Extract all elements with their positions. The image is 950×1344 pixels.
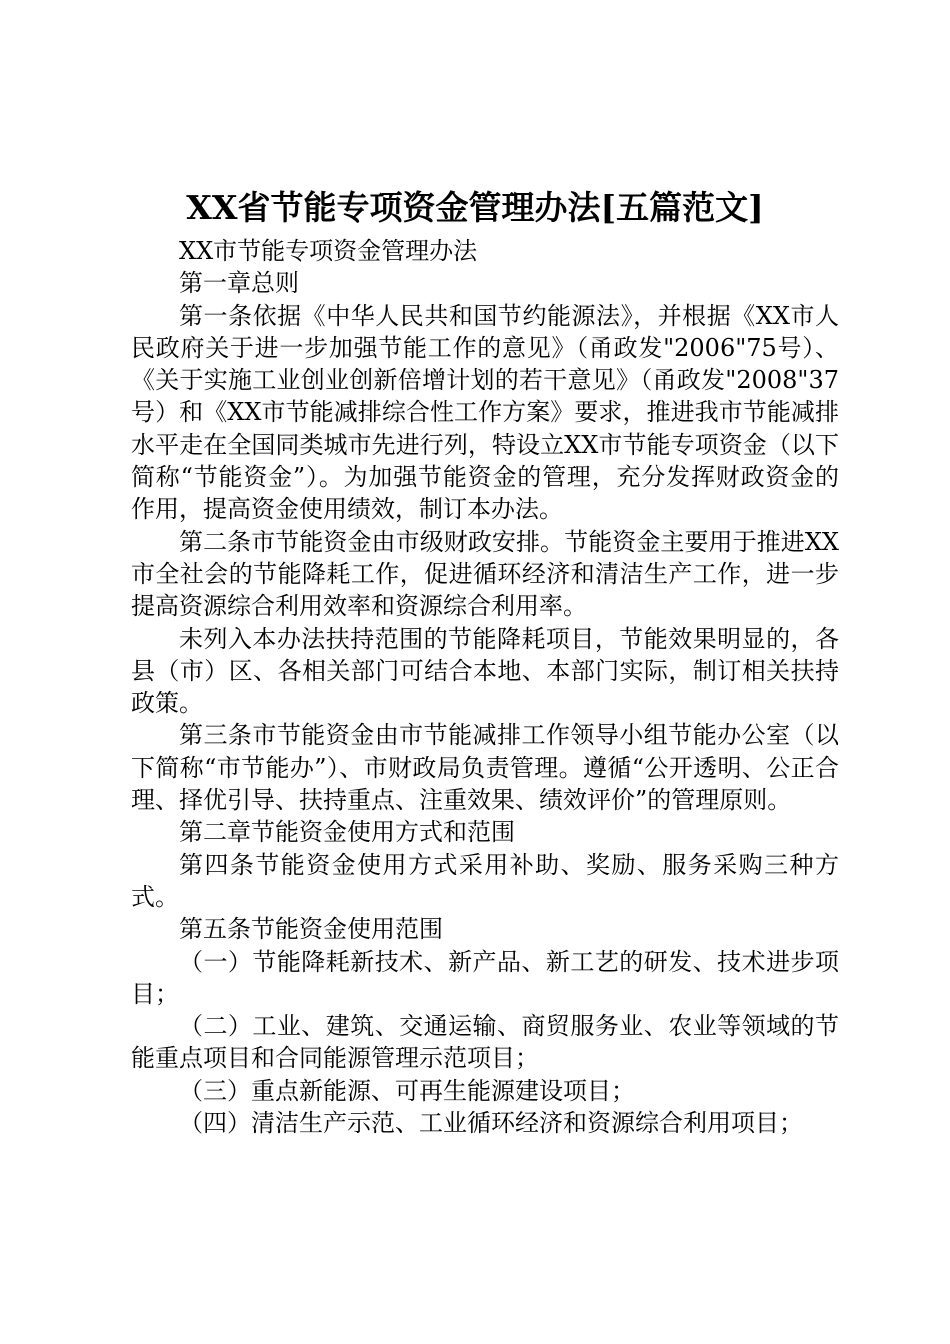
article-paragraph: 未列入本办法扶持范围的节能降耗项目，节能效果明显的，各县（市）区、各相关部门可结合本地、本部门实际，制订相关扶持政策。 — [131, 624, 839, 718]
list-item: （一）节能降耗新技术、新产品、新工艺的研发、技术进步项目； — [131, 947, 839, 1008]
document-body — [131, 235, 839, 1139]
list-item: （二）工业、建筑、交通运输、商贸服务业、农业等领域的节能重点项目和合同能源管理示范项目； — [131, 1012, 839, 1073]
article-paragraph: 第四条节能资金使用方式采用补助、奖励、服务采购三种方式。 — [131, 850, 839, 911]
article-paragraph: 第三条市节能资金由市节能减排工作领导小组节能办公室（以下简称“市节能办”）、市财政局负责管理。遵循“公开透明、公正合理、择优引导、扶持重点、注重效果、绩效评价”的管理原则。 — [131, 721, 839, 815]
document-title: XX省节能专项资金管理办法[五篇范文] — [186, 188, 764, 227]
chapter-heading: 第一章总则 — [179, 269, 299, 298]
chapter-heading: 第二章节能资金使用方式和范围 — [179, 818, 515, 847]
subtitle-paragraph: XX市节能专项资金管理办法 — [179, 237, 478, 265]
article-paragraph: 第五条节能资金使用范围 — [179, 915, 443, 944]
article-paragraph: 第一条依据《中华人民共和国节约能源法》，并根据《XX市人民政府关于进一步加强节能工作的意见》（甬政发"2006"75号）、《关于实施工业创业创新倍增计划的若干意见》（甬政发"2008"37号）和《XX市节能减排综合性工作方案》要求，推进我市节能减排水平走在全国同类城市先进行列，特设立XX市节能专项资金（以下简称“节能资金”）。为加强节能资金的管理，充分发挥财政资金的作用，提高资金使用绩效，制订本办法。 — [131, 301, 839, 524]
article-paragraph: 第二条市节能资金由市级财政安排。节能资金主要用于推进XX市全社会的节能降耗工作，促进循环经济和清洁生产工作，进一步提高资源综合利用效率和资源综合利用率。 — [131, 527, 839, 621]
list-item: （三）重点新能源、可再生能源建设项目； — [179, 1076, 635, 1105]
list-item: （四）清洁生产示范、工业循环经济和资源综合利用项目； — [179, 1109, 803, 1138]
